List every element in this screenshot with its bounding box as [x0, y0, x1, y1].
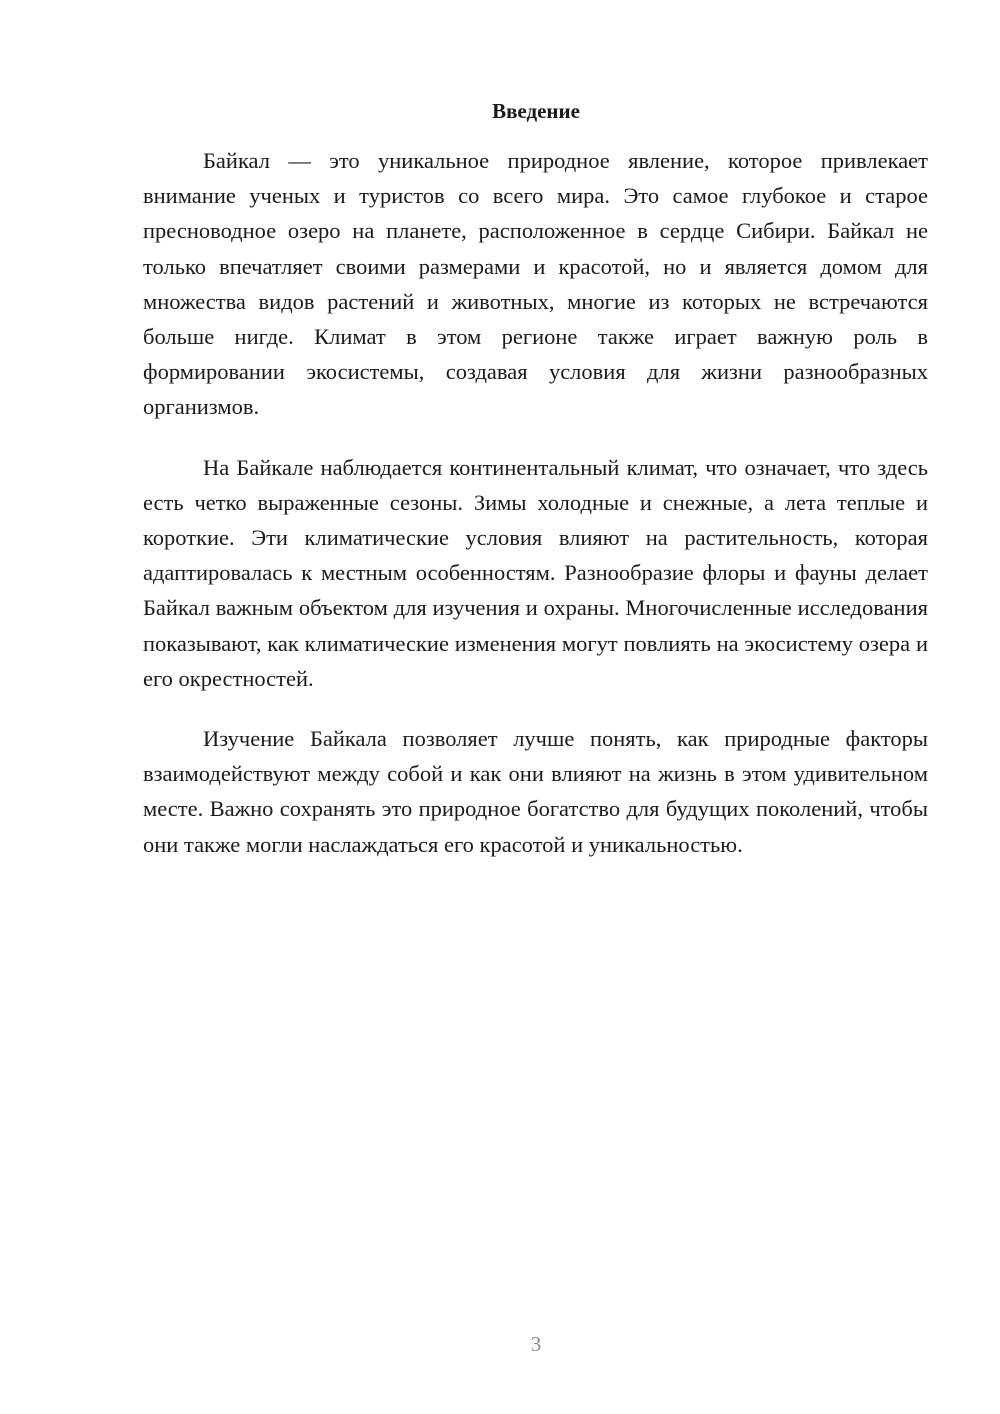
page-number: 3 [530, 1332, 542, 1356]
paragraph-conclusion: Изучение Байкала позволяет лучше понять, как природные факторы взаимодействуют между собой и как они влияют на жизнь в этом удивительном месте. Важно сохранять это природное богатство для будущих поколений, чтобы они также могли наслаждаться его красотой и уникальностью. [143, 726, 928, 857]
paragraph-intro: Байкал — это уникальное природное явление, которое привлекает внимание ученых и туристов со всего мира. Это самое глубокое и старое пресноводное озеро на планете, расположенное в сердце Сибири. Байкал не только впечатляет своими размерами и красотой, но и является домом для множества видов растений и животных, многие из которых не встречаются больше нигде. Климат в этом регионе также играет важную роль в формировании экосистемы, создавая условия для жизни разнообразных организмов. [143, 148, 928, 420]
section-heading: Введение [492, 99, 580, 123]
paragraph-climate: На Байкале наблюдается континентальный климат, что означает, что здесь есть четко выраженные сезоны. Зимы холодные и снежные, а лета теплые и короткие. Эти климатические условия влияют на растительность, которая адаптировалась к местным особенностям. Разнообразие флоры и фауны делает Байкал важным объектом для изучения и охраны. Многочисленные исследования показывают, как климатические изменения могут повлиять на экосистему озера и его окрестностей. [143, 454, 928, 691]
body-text [143, 143, 928, 887]
